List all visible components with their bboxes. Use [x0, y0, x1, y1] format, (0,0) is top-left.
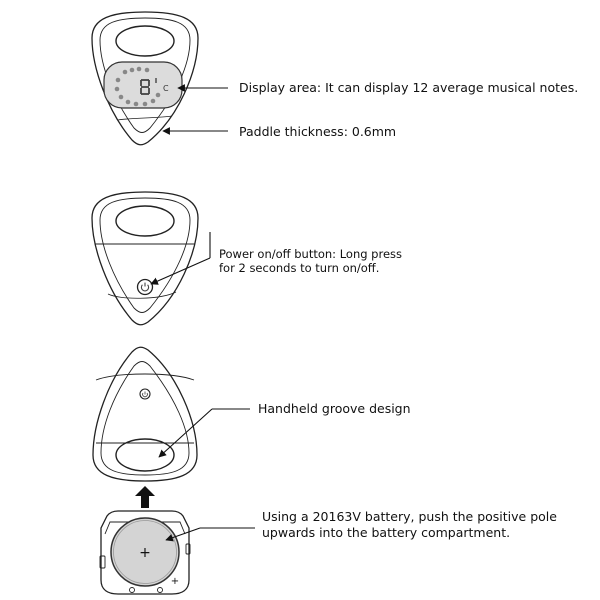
- power-button: [138, 280, 153, 295]
- pick-display-view: [92, 12, 198, 145]
- display-area-label: Display area: It can display 12 average musical notes.: [239, 80, 579, 95]
- power-icon: [141, 283, 148, 291]
- groove-label: Handheld groove design: [258, 401, 411, 416]
- compartment-plus-sign: +: [170, 576, 180, 587]
- groove-cutout: [116, 439, 174, 471]
- pick-power-view: [92, 192, 198, 325]
- top-cutout: [116, 26, 174, 56]
- battery-plus-sign: +: [139, 545, 151, 561]
- leader-groove-arrow: [159, 409, 212, 457]
- note-letter: C: [163, 84, 169, 93]
- power-icon: [143, 392, 148, 397]
- power-button-label-line1: Power on/off button: Long press: [219, 247, 403, 261]
- power-button-label-line2: for 2 seconds to turn on/off.: [219, 261, 380, 275]
- battery-label-line1: Using a 20163V battery, push the positive pole: [262, 509, 557, 524]
- paddle-thickness-label: Paddle thickness: 0.6mm: [239, 124, 397, 139]
- display-area: [104, 62, 182, 108]
- pick-groove-view: [93, 347, 197, 481]
- battery-label-line2: upwards into the battery compartment.: [262, 525, 511, 540]
- top-cutout: [116, 206, 174, 236]
- arrow-up-icon: [135, 486, 155, 508]
